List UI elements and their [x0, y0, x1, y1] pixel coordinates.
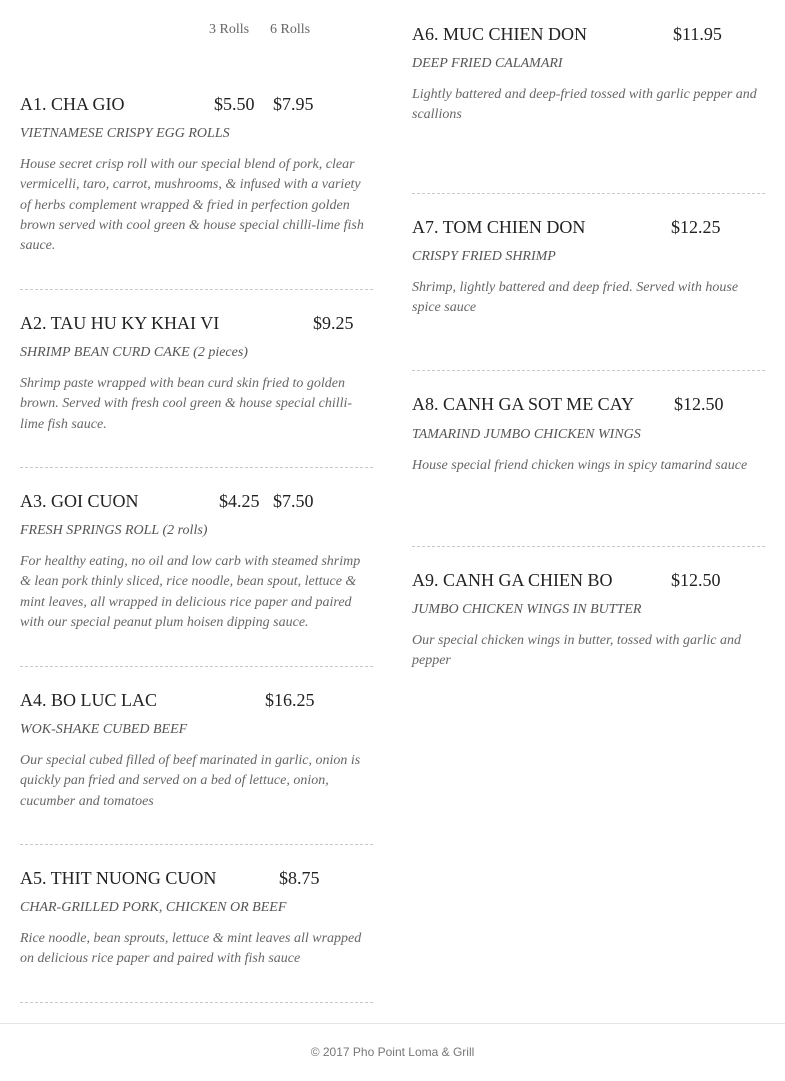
- item-title: A8. CANH GA SOT ME CAY: [412, 394, 635, 414]
- item-title: A2. TAU HU KY KHAI VI: [20, 313, 220, 333]
- item-description: Rice noodle, bean sprouts, lettuce & mint leaves all wrapped on delicious rice paper and paired with fish sauce: [20, 931, 362, 967]
- item-description: Our special cubed filled of beef marinated in garlic, onion is quickly pan fried and served on a bed of lettuce, onion, cucumber and tomatoes: [20, 753, 361, 809]
- item-title: A6. MUC CHIEN DON: [412, 24, 587, 44]
- item-description: Our special chicken wings in butter, tossed with garlic and pepper: [412, 633, 741, 669]
- item-title: A3. GOI CUON: [20, 491, 139, 511]
- item-subtitle: WOK-SHAKE CUBED BEEF: [20, 722, 188, 737]
- item-title: A1. CHA GIO: [20, 94, 125, 114]
- item-title: A4. BO LUC LAC: [20, 690, 158, 710]
- divider: [20, 467, 373, 468]
- item-price-small: $5.50: [214, 94, 255, 114]
- size-header-small: 3 Rolls: [209, 22, 250, 37]
- item-price-large: $7.95: [273, 94, 314, 114]
- item-subtitle: DEEP FRIED CALAMARI: [412, 56, 563, 71]
- divider: [20, 289, 373, 290]
- item-subtitle: CHAR-GRILLED PORK, CHICKEN OR BEEF: [20, 900, 287, 915]
- item-price: $16.25: [265, 690, 315, 710]
- item-subtitle: VIETNAMESE CRISPY EGG ROLLS: [20, 126, 230, 141]
- item-price: $9.25: [313, 313, 354, 333]
- item-subtitle: CRISPY FRIED SHRIMP: [412, 249, 556, 264]
- item-price: $11.95: [673, 24, 722, 44]
- item-title: A5. THIT NUONG CUON: [20, 868, 217, 888]
- divider: [412, 370, 765, 371]
- item-description: House special friend chicken wings in spicy tamarind sauce: [412, 458, 748, 473]
- item-subtitle: TAMARIND JUMBO CHICKEN WINGS: [412, 427, 641, 442]
- item-description: Shrimp, lightly battered and deep fried. Served with house spice sauce: [412, 280, 739, 316]
- size-header-large: 6 Rolls: [270, 22, 311, 37]
- footer-copyright: © 2017 Pho Point Loma & Grill: [310, 1045, 475, 1059]
- item-price: $12.25: [671, 217, 721, 237]
- item-subtitle: SHRIMP BEAN CURD CAKE (2 pieces): [20, 345, 248, 360]
- divider: [412, 193, 765, 194]
- item-description: House secret crisp roll with our special blend of pork, clear vermicelli, taro, carrot, mushrooms, & infused with a variety of herbs complement wrapped & fried in perfection golden brown served with cool green & house special chilli-lime fish sauce.: [20, 157, 364, 254]
- divider: [412, 546, 765, 547]
- item-price-large: $7.50: [273, 491, 314, 511]
- divider: [20, 1002, 373, 1003]
- item-price: $8.75: [279, 868, 320, 888]
- item-description: Shrimp paste wrapped with bean curd skin fried to golden brown. Served with fresh cool green & house special chilli-lime fish sauce.: [20, 376, 353, 432]
- item-description: Lightly battered and deep-fried tossed with garlic pepper and scallions: [412, 87, 757, 123]
- item-price-small: $4.25: [219, 491, 260, 511]
- divider: [20, 844, 373, 845]
- item-price: $12.50: [674, 394, 724, 414]
- item-title: A7. TOM CHIEN DON: [412, 217, 586, 237]
- footer-divider: [0, 1023, 785, 1024]
- item-title: A9. CANH GA CHIEN BO: [412, 570, 613, 590]
- item-subtitle: FRESH SPRINGS ROLL (2 rolls): [20, 523, 208, 538]
- item-price: $12.50: [671, 570, 721, 590]
- item-subtitle: JUMBO CHICKEN WINGS IN BUTTER: [412, 602, 642, 617]
- divider: [20, 666, 373, 667]
- item-description: For healthy eating, no oil and low carb with steamed shrimp & lean pork thinly sliced, rice noodle, bean spout, lettuce & mint leaves, all wrapped in delicious rice paper and paired with our special peanut plum hoisen dipping sauce.: [20, 554, 361, 630]
